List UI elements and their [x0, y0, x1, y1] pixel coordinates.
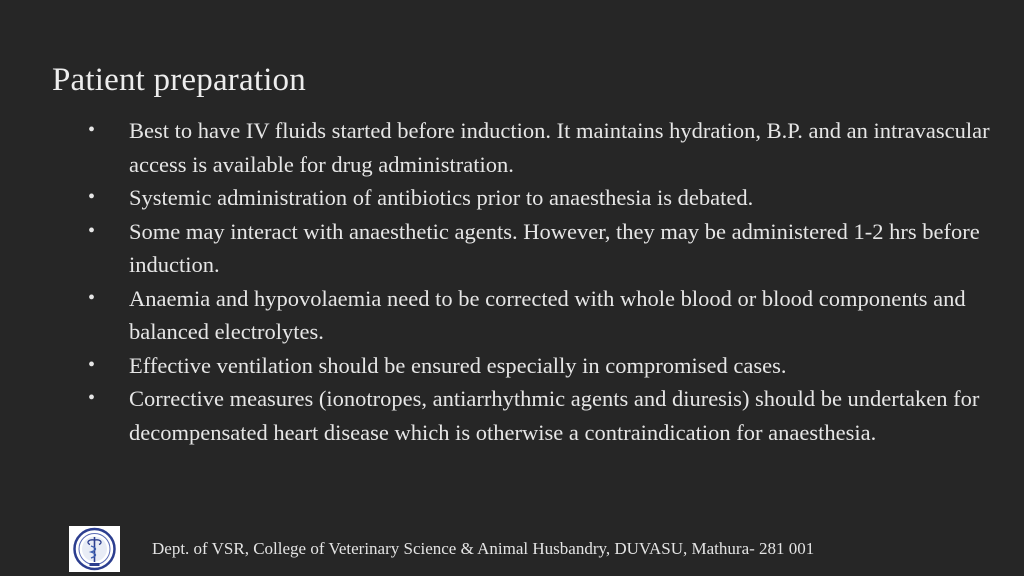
bullet-item [0, 382, 1000, 449]
bullet-item [0, 349, 1000, 383]
bullet-item [0, 282, 1000, 349]
bullet-dot: • [88, 186, 96, 208]
bullet-text: Anaemia and hypovolaemia need to be corrected with whole blood or blood components and balanced electrolytes. [129, 285, 966, 344]
footer [0, 522, 1024, 572]
bullet-text: Some may interact with anaesthetic agents. However, they may be administered 1-2 hrs before induction. [129, 218, 980, 277]
bullet-item [0, 181, 1000, 215]
bullet-list [0, 114, 1000, 449]
bullet-dot: • [88, 387, 96, 409]
slide-title: Patient preparation [52, 62, 306, 98]
college-emblem-icon [69, 526, 120, 572]
bullet-text: Best to have IV fluids started before induction. It maintains hydration, B.P. and an intravascular access is available for drug administration. [129, 118, 990, 177]
bullet-text: Systemic administration of antibiotics prior to anaesthesia is debated. [129, 185, 754, 210]
emblem-base [90, 563, 100, 566]
bullet-dot: • [88, 219, 96, 242]
bullet-dot: • [88, 286, 96, 309]
college-emblem-svg [69, 526, 120, 572]
footer-text: Dept. of VSR, College of Veterinary Science & Animal Husbandry, DUVASU, Mathura- 281 001 [152, 539, 815, 558]
bullet-item [0, 114, 1000, 181]
bullet-dot: • [88, 119, 96, 141]
bullet-item [0, 215, 1000, 282]
bullet-text: Effective ventilation should be ensured especially in compromised cases. [129, 352, 787, 378]
bullet-dot: • [88, 353, 96, 376]
bullet-text: Corrective measures (ionotropes, antiarrhythmic agents and diuresis) should be undertaken for decompensated heart disease which is otherwise a contraindication for anaesthesia. [129, 386, 980, 445]
